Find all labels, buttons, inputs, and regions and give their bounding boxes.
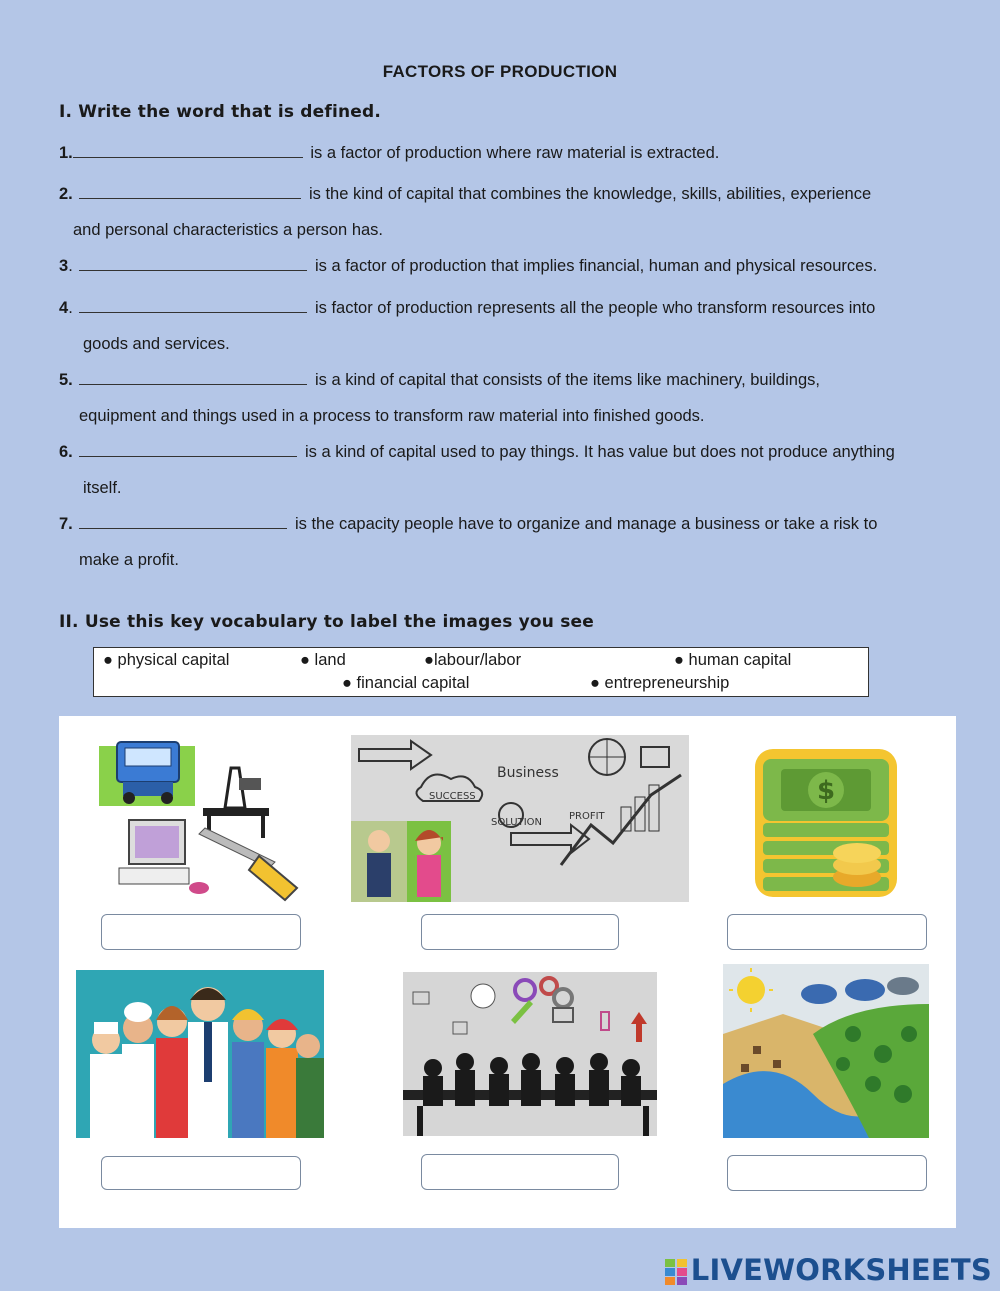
question-number: 3 [59, 257, 69, 275]
question-continuation: goods and services. [83, 335, 230, 353]
vocab-item: ●labour/labor [424, 651, 522, 669]
image-label-input-2[interactable] [421, 914, 619, 950]
business-word: Business [497, 765, 559, 781]
question-1 [59, 135, 949, 171]
brand-name: LIVEWORKSHEETS [690, 1253, 992, 1287]
question-text: is the kind of capital that combines the knowledge, skills, abilities, experience [304, 185, 872, 203]
answer-blank-2[interactable] [79, 180, 301, 199]
answer-blank-4[interactable] [79, 294, 307, 313]
question-number: 5. [59, 371, 73, 389]
vocab-item: ● financial capital [342, 674, 470, 692]
vocab-item: ● human capital [674, 651, 792, 669]
entrepreneurship-image [351, 735, 689, 902]
question-number: 6. [59, 443, 73, 461]
question-3: 3. is a factor of production that implies financial, human and physical resources. [59, 248, 949, 284]
vocab-item: ● entrepreneurship [590, 674, 730, 692]
page-title: FACTORS OF PRODUCTION [382, 62, 618, 81]
section-2-heading: II. Use this key vocabulary to label the images you see [59, 612, 594, 632]
financial-capital-image [755, 749, 897, 897]
question-text: is factor of production represents all the people who transform resources into [310, 299, 876, 317]
question-continuation: equipment and things used in a process to transform raw material into finished goods. [79, 407, 705, 425]
business-word: SOLUTION [491, 817, 543, 828]
answer-blank-5[interactable] [79, 366, 307, 385]
vocab-item: ● land [300, 651, 346, 669]
land-image [723, 964, 929, 1138]
image-panel [59, 716, 956, 1228]
question-number: 7. [59, 515, 73, 533]
question-number: 4 [59, 299, 69, 317]
image-label-input-5[interactable] [421, 1154, 619, 1190]
section-1-heading: I. Write the word that is defined. [59, 102, 382, 122]
question-2 [59, 176, 949, 248]
question-continuation: and personal characteristics a person has. [73, 221, 384, 239]
business-word: SUCCESS [429, 791, 476, 802]
answer-blank-3[interactable] [79, 252, 307, 271]
liveworksheets-logo [665, 1253, 992, 1287]
question-text: is a factor of production that implies financial, human and physical resources. [310, 257, 878, 275]
question-text: is the capacity people have to organize and manage a business or take a risk to [290, 515, 878, 533]
question-continuation: itself. [83, 479, 122, 497]
vocabulary-box [93, 647, 869, 697]
question-6 [59, 434, 949, 506]
question-text: is a factor of production where raw material is extracted. [305, 144, 720, 162]
image-label-input-1[interactable] [101, 914, 301, 950]
image-label-input-3[interactable] [727, 914, 927, 950]
logo-blocks-icon [665, 1259, 687, 1285]
question-continuation: make a profit. [79, 551, 179, 569]
answer-blank-1[interactable] [73, 139, 303, 158]
question-4: 4. is factor of production represents all the people who transform resources into goods and services. [59, 290, 949, 362]
question-5 [59, 362, 949, 434]
question-7 [59, 506, 949, 578]
image-label-input-4[interactable] [101, 1156, 301, 1190]
question-text: is a kind of capital used to pay things. It has value but does not produce anything [300, 443, 895, 461]
image-label-input-6[interactable] [727, 1155, 927, 1191]
vocab-item: ● physical capital [103, 651, 230, 669]
meeting-image [403, 972, 657, 1136]
labour-image [76, 970, 324, 1138]
question-number: 1. [59, 144, 73, 162]
business-word: PROFIT [569, 811, 605, 822]
question-text: is a kind of capital that consists of the items like machinery, buildings, [310, 371, 820, 389]
question-number: 2. [59, 185, 73, 203]
dollar-sign: $ [816, 776, 836, 806]
answer-blank-7[interactable] [79, 510, 287, 529]
physical-capital-image [99, 738, 305, 906]
answer-blank-6[interactable] [79, 438, 297, 457]
